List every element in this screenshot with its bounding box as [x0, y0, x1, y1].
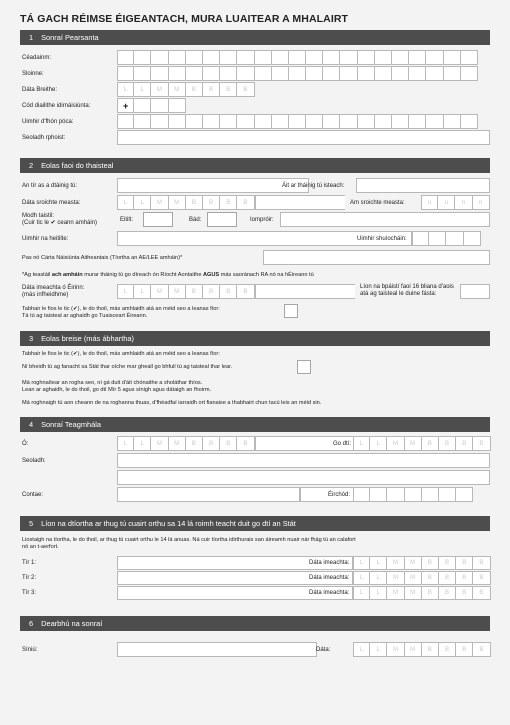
date-cell-placeholder[interactable]: M: [405, 642, 422, 657]
section-header-countries: 5 Líon na dtíortha ar thug tú cuairt orthu sa 14 lá roimh teacht duit go dtí an Stát: [20, 516, 490, 531]
input-cell[interactable]: [169, 66, 186, 81]
mode-other-field[interactable]: [280, 212, 490, 227]
passport-field[interactable]: [263, 250, 490, 265]
date-cell-placeholder[interactable]: B: [237, 82, 254, 97]
mode-flight-label: Eitilt:: [120, 217, 134, 223]
date-cell-placeholder[interactable]: L: [353, 642, 370, 657]
input-cell[interactable]: [134, 50, 151, 65]
date-cell-placeholder[interactable]: B: [237, 195, 254, 210]
date-cell-placeholder[interactable]: B: [473, 571, 490, 585]
input-cell[interactable]: [151, 50, 168, 65]
input-cell[interactable]: [392, 114, 409, 129]
place-boarded-field[interactable]: [356, 178, 490, 193]
date-cell-placeholder[interactable]: L: [370, 436, 387, 451]
country-departure-label: Dáta imeachta:: [309, 575, 350, 581]
date-cell-placeholder[interactable]: B: [422, 571, 439, 585]
children-label: Líon na bpáistí faoi 16 bliana d'aois: [360, 284, 454, 290]
flight-number-label: Uimhir na heitilte:: [22, 236, 69, 242]
date-cell-placeholder[interactable]: B: [186, 284, 203, 299]
departure-date-label: Dáta imeachta ó Éirinn:: [22, 285, 85, 291]
input-cell[interactable]: [272, 50, 289, 65]
passport-label: Pas nó Cárta Náisiúnta Aitheantais (Tíortha an AE/LEE amháin)*: [22, 255, 183, 261]
date-cell-placeholder[interactable]: n: [473, 195, 490, 210]
input-cell[interactable]: [358, 50, 375, 65]
date-cell-placeholder[interactable]: M: [405, 571, 422, 585]
departure-row: [20, 282, 490, 304]
date-cell-placeholder[interactable]: L: [353, 571, 370, 585]
section-header-personal: 1 Sonraí Pearsanta: [20, 30, 490, 45]
date-cell-placeholder[interactable]: B: [220, 195, 237, 210]
date-cell-placeholder[interactable]: M: [405, 586, 422, 600]
input-cell[interactable]: [426, 66, 443, 81]
date-cell-placeholder[interactable]: B: [220, 436, 237, 451]
arrival-time-field[interactable]: [421, 195, 490, 210]
input-cell[interactable]: [255, 50, 272, 65]
date-cell-placeholder[interactable]: B: [186, 82, 203, 97]
date-cell-placeholder[interactable]: B: [439, 436, 456, 451]
input-cell[interactable]: [323, 50, 340, 65]
county-row: [20, 487, 490, 504]
date-cell-placeholder[interactable]: B: [473, 556, 490, 570]
date-cell-placeholder[interactable]: B: [439, 556, 456, 570]
surname-row: [20, 66, 490, 82]
date-cell-placeholder[interactable]: B: [422, 586, 439, 600]
date-cell-placeholder[interactable]: B: [203, 436, 220, 451]
input-cell[interactable]: [220, 114, 237, 129]
input-cell[interactable]: [169, 114, 186, 129]
email-field[interactable]: [117, 130, 490, 145]
input-cell[interactable]: [444, 114, 461, 129]
county-field[interactable]: [117, 487, 300, 502]
flight-number-row: [20, 231, 490, 250]
country-departure-label: Dáta imeachta:: [309, 590, 350, 596]
date-cell-placeholder[interactable]: M: [151, 436, 168, 451]
country-row: [20, 586, 490, 601]
address-row-2: [20, 470, 490, 487]
stay-dates-row: [20, 436, 490, 453]
eircode-field[interactable]: [353, 487, 473, 502]
input-cell[interactable]: [375, 50, 392, 65]
transit-row: [20, 304, 490, 326]
input-cell[interactable]: [203, 50, 220, 65]
input-cell[interactable]: [358, 114, 375, 129]
input-cell[interactable]: [412, 231, 429, 246]
input-cell[interactable]: [134, 114, 151, 129]
signature-field[interactable]: [117, 642, 317, 657]
date-cell-placeholder[interactable]: M: [387, 642, 404, 657]
date-cell-placeholder[interactable]: B: [456, 436, 473, 451]
departure-date-field[interactable]: [117, 284, 255, 299]
input-cell[interactable]: [203, 66, 220, 81]
from-date-field[interactable]: [117, 436, 255, 451]
input-cell[interactable]: [340, 50, 357, 65]
input-cell[interactable]: [426, 50, 443, 65]
input-cell[interactable]: [464, 231, 481, 246]
input-cell[interactable]: [429, 231, 446, 246]
dob-field[interactable]: [117, 82, 255, 97]
input-cell[interactable]: [444, 50, 461, 65]
countries-intro-1: Liostaigh na tíortha, le do thoil, ar thug tú cuairt orthu le 14 lá anuas. Ná cuir tíortha idirthurais san áireamh nuair nár fhág tú an calafort: [22, 537, 356, 543]
input-cell[interactable]: [186, 66, 203, 81]
date-cell-placeholder[interactable]: M: [169, 436, 186, 451]
evidence-note: Má roghnaigh tú aon cheann de na roghanna thuas, d'fhéadfaí iarraidh ort fianaise a thabhairt chun tacú leis an méid sin.: [22, 400, 322, 406]
from-label: Ó:: [22, 441, 29, 447]
surname-field[interactable]: [117, 66, 478, 81]
forename-field[interactable]: [117, 50, 478, 65]
input-cell[interactable]: [405, 487, 422, 502]
date-cell-placeholder[interactable]: B: [220, 284, 237, 299]
date-cell-placeholder[interactable]: B: [473, 642, 490, 657]
section-header-declaration: 6 Dearbhú na sonraí: [20, 616, 490, 631]
input-cell[interactable]: [358, 66, 375, 81]
date-cell-placeholder[interactable]: L: [117, 82, 134, 97]
date-cell-placeholder[interactable]: L: [370, 556, 387, 570]
date-cell-placeholder[interactable]: B: [439, 642, 456, 657]
input-cell[interactable]: [392, 66, 409, 81]
input-cell[interactable]: [134, 66, 151, 81]
dob-label: Dáta Breithe:: [22, 87, 58, 93]
input-cell[interactable]: [289, 66, 306, 81]
date-cell-placeholder[interactable]: L: [134, 436, 151, 451]
input-cell[interactable]: [289, 50, 306, 65]
input-cell[interactable]: [289, 114, 306, 129]
address-field-1[interactable]: [117, 453, 490, 468]
section-header-contact: 4 Sonraí Teagmhála: [20, 417, 490, 432]
input-cell[interactable]: [461, 114, 478, 129]
date-cell-placeholder[interactable]: n: [455, 195, 472, 210]
date-cell-placeholder[interactable]: B: [456, 571, 473, 585]
travel-mode-hint: (Cuir tic le ✔ ceann amháin): [22, 220, 98, 226]
input-cell[interactable]: [237, 66, 254, 81]
plus-sign: +: [117, 98, 134, 113]
input-cell[interactable]: [409, 114, 426, 129]
address-row-1: [20, 453, 490, 470]
date-cell-placeholder[interactable]: L: [353, 586, 370, 600]
email-label: Seoladh rphoist:: [22, 135, 66, 141]
intl-code-row: [20, 98, 490, 114]
section-header-travel: 2 Eolas faoi do thaisteal: [20, 158, 490, 173]
forename-row: [20, 50, 490, 66]
until-date-field[interactable]: [353, 436, 491, 451]
intl-code-label: Cód diailithe idirnáisiúnta:: [22, 103, 91, 109]
no-residence-checkbox[interactable]: [297, 360, 311, 374]
input-cell[interactable]: [375, 114, 392, 129]
date-cell-placeholder[interactable]: L: [134, 82, 151, 97]
input-cell[interactable]: [272, 66, 289, 81]
input-cell[interactable]: [237, 114, 254, 129]
intl-code-field[interactable]: [117, 98, 186, 113]
date-cell-placeholder[interactable]: B: [220, 82, 237, 97]
date-cell-placeholder[interactable]: M: [151, 195, 168, 210]
date-cell-placeholder[interactable]: B: [439, 571, 456, 585]
no-residence-statement: Ní bheidh tú ag fanacht sa Stát thar oíche mar gheall go bhfuil tú ag taisteal thar lear.: [22, 364, 233, 370]
date-cell-placeholder[interactable]: M: [387, 586, 404, 600]
children-count-field[interactable]: [460, 284, 490, 299]
date-cell-placeholder[interactable]: B: [422, 436, 439, 451]
children-label-2: atá ag taisteal le duine fásta:: [360, 291, 437, 297]
input-cell[interactable]: [387, 487, 404, 502]
date-cell-placeholder[interactable]: B: [456, 642, 473, 657]
date-cell-placeholder[interactable]: L: [134, 284, 151, 299]
country-label: Tír 1:: [22, 560, 37, 566]
mode-flight-checkbox[interactable]: [143, 212, 173, 227]
input-cell[interactable]: [306, 66, 323, 81]
date-cell-placeholder[interactable]: B: [203, 195, 220, 210]
input-cell[interactable]: [340, 66, 357, 81]
declaration-date-field[interactable]: [353, 642, 491, 657]
email-row: [20, 130, 490, 146]
date-cell-placeholder[interactable]: B: [237, 436, 254, 451]
input-cell[interactable]: [444, 66, 461, 81]
input-cell[interactable]: [375, 66, 392, 81]
input-cell[interactable]: [151, 114, 168, 129]
seat-number-field[interactable]: [412, 231, 481, 246]
passport-note: *Ag teastáil ach amháin murar tháinig tú go díreach ón Ríocht Aontaithe AGUS más saoránach RA nó na hÉireann tú: [22, 272, 314, 278]
declaration-row: [20, 642, 490, 659]
input-cell[interactable]: [456, 487, 473, 502]
dob-row: [20, 82, 490, 98]
transit-question: Tabhair le fios le tic (✔), le do thoil, más amhlaidh atá an méid seo a leanas fíor:: [22, 306, 220, 312]
place-boarded-label: Áit ar tháinig tú isteach:: [282, 183, 345, 189]
date-cell-placeholder[interactable]: M: [387, 436, 404, 451]
mode-other-label: Iompróir:: [250, 217, 274, 223]
input-cell[interactable]: [117, 114, 134, 129]
country-departure-date-field[interactable]: [353, 571, 491, 585]
mobile-row: [20, 114, 490, 130]
input-cell[interactable]: [409, 50, 426, 65]
date-cell-placeholder[interactable]: B: [439, 586, 456, 600]
choose-note-2: Lean ar aghaidh, le do thoil, go dtí Mír 5 agus sínigh agus dátaigh an fhoirm.: [22, 387, 212, 393]
date-cell-placeholder[interactable]: M: [405, 436, 422, 451]
input-cell[interactable]: [117, 50, 134, 65]
date-cell-placeholder[interactable]: L: [117, 195, 134, 210]
date-cell-placeholder[interactable]: L: [134, 195, 151, 210]
arrival-date-field[interactable]: [117, 195, 255, 210]
country-departure-date-field[interactable]: [353, 556, 491, 570]
date-cell-placeholder[interactable]: L: [370, 571, 387, 585]
declaration-date-label: Dáta:: [316, 647, 331, 653]
input-cell[interactable]: [151, 66, 168, 81]
input-cell[interactable]: [446, 231, 463, 246]
country-from-field[interactable]: [117, 178, 309, 193]
date-cell-placeholder[interactable]: B: [237, 284, 254, 299]
form-title: TÁ GACH RÉIMSE ÉIGEANTACH, MURA LUAITEAR A MHALAIRT: [20, 13, 349, 25]
date-cell-placeholder[interactable]: M: [151, 82, 168, 97]
input-cell[interactable]: [323, 114, 340, 129]
date-cell-placeholder[interactable]: M: [151, 284, 168, 299]
country-row: [20, 571, 490, 586]
date-cell-placeholder[interactable]: u: [421, 195, 438, 210]
date-cell-placeholder[interactable]: M: [387, 571, 404, 585]
country-departure-label: Dáta imeachta:: [309, 560, 350, 566]
section-header-extra: 3 Eolas breise (más ábhartha): [20, 331, 490, 346]
date-cell-placeholder[interactable]: B: [186, 436, 203, 451]
input-cell[interactable]: [255, 114, 272, 129]
input-cell[interactable]: [409, 66, 426, 81]
country-rows: [20, 556, 490, 601]
passport-row: [20, 250, 490, 269]
date-cell-placeholder[interactable]: B: [473, 586, 490, 600]
date-cell-placeholder[interactable]: M: [169, 195, 186, 210]
input-cell[interactable]: [306, 50, 323, 65]
input-cell[interactable]: [340, 114, 357, 129]
input-cell[interactable]: [203, 114, 220, 129]
date-cell-placeholder[interactable]: B: [456, 586, 473, 600]
input-cell[interactable]: [323, 66, 340, 81]
date-cell-placeholder[interactable]: L: [370, 586, 387, 600]
input-cell[interactable]: [461, 66, 478, 81]
until-label: Go dtí:: [333, 441, 352, 447]
input-cell[interactable]: [422, 487, 439, 502]
input-cell[interactable]: [392, 50, 409, 65]
date-cell-placeholder[interactable]: B: [203, 82, 220, 97]
date-cell-placeholder[interactable]: L: [117, 436, 134, 451]
date-cell-placeholder[interactable]: L: [117, 284, 134, 299]
date-cell-placeholder[interactable]: B: [473, 436, 490, 451]
mode-boat-label: Bád:: [189, 217, 202, 223]
country-departure-date-field[interactable]: [353, 586, 491, 600]
input-cell[interactable]: [186, 114, 203, 129]
travel-mode-row: [20, 212, 490, 231]
choose-note-1: Má roghnaítear an rogha seo, ní gá duit d'áit chónaithe a sholáthar thíos.: [22, 380, 203, 386]
date-cell-placeholder[interactable]: B: [422, 642, 439, 657]
country-from-label: An tír as a dtáinig tú:: [22, 183, 78, 189]
input-cell[interactable]: [353, 487, 370, 502]
date-cell-placeholder[interactable]: u: [438, 195, 455, 210]
signature-label: Síniú:: [22, 647, 38, 653]
input-cell[interactable]: [220, 50, 237, 65]
arrival-row: [20, 195, 490, 212]
departure-date-hint: (más infheidhme): [22, 292, 69, 298]
mobile-field[interactable]: [117, 114, 478, 129]
transit-checkbox[interactable]: [284, 304, 298, 318]
mode-boat-checkbox[interactable]: [207, 212, 237, 227]
date-cell-placeholder[interactable]: M: [387, 556, 404, 570]
date-cell-placeholder[interactable]: B: [422, 556, 439, 570]
arrival-time-label: Am sroichte measta:: [350, 200, 405, 206]
input-cell[interactable]: [237, 50, 254, 65]
input-cell[interactable]: [426, 114, 443, 129]
date-cell-placeholder[interactable]: B: [456, 556, 473, 570]
date-cell-placeholder[interactable]: M: [169, 284, 186, 299]
countries-intro-2: nó an t-aerfort.: [22, 544, 59, 550]
input-cell[interactable]: [306, 114, 323, 129]
date-cell-placeholder[interactable]: M: [405, 556, 422, 570]
extra-intro: Tabhair le fios le tic (✔), le do thoil, más amhlaidh atá an méid seo a leanas fíor:: [22, 351, 220, 357]
forename-label: Céadainm:: [22, 55, 52, 61]
country-row: [20, 556, 490, 571]
country-label: Tír 2:: [22, 575, 37, 581]
input-cell[interactable]: [255, 66, 272, 81]
input-cell[interactable]: [186, 50, 203, 65]
date-cell-placeholder[interactable]: B: [186, 195, 203, 210]
date-cell-placeholder[interactable]: L: [353, 436, 370, 451]
county-label: Contae:: [22, 492, 44, 498]
travel-mode-label: Modh taistil:: [22, 213, 55, 219]
input-cell[interactable]: [461, 50, 478, 65]
input-cell[interactable]: [220, 66, 237, 81]
surname-label: Sloinne:: [22, 71, 44, 77]
date-cell-placeholder[interactable]: L: [353, 556, 370, 570]
eircode-label: Éirchód:: [328, 492, 351, 498]
arrival-date-label: Dáta sroichte measta:: [22, 200, 81, 206]
address-label: Seoladh:: [22, 458, 46, 464]
transit-statement: Tá tú ag taisteal ar aghaidh go Tuaisceart Éireann.: [22, 313, 148, 319]
seat-number-label: Uimhir shuíocháin:: [357, 236, 407, 242]
date-cell-placeholder[interactable]: L: [370, 642, 387, 657]
input-cell[interactable]: [117, 66, 134, 81]
input-cell[interactable]: [370, 487, 387, 502]
date-cell-placeholder[interactable]: B: [203, 284, 220, 299]
input-cell[interactable]: [272, 114, 289, 129]
address-field-2[interactable]: [117, 470, 490, 485]
mobile-label: Uimhir d'fhón póca:: [22, 119, 74, 125]
input-cell[interactable]: [169, 50, 186, 65]
country-label: Tír 3:: [22, 590, 37, 596]
input-cell[interactable]: [439, 487, 456, 502]
country-from-row: [20, 178, 490, 195]
date-cell-placeholder[interactable]: M: [169, 82, 186, 97]
